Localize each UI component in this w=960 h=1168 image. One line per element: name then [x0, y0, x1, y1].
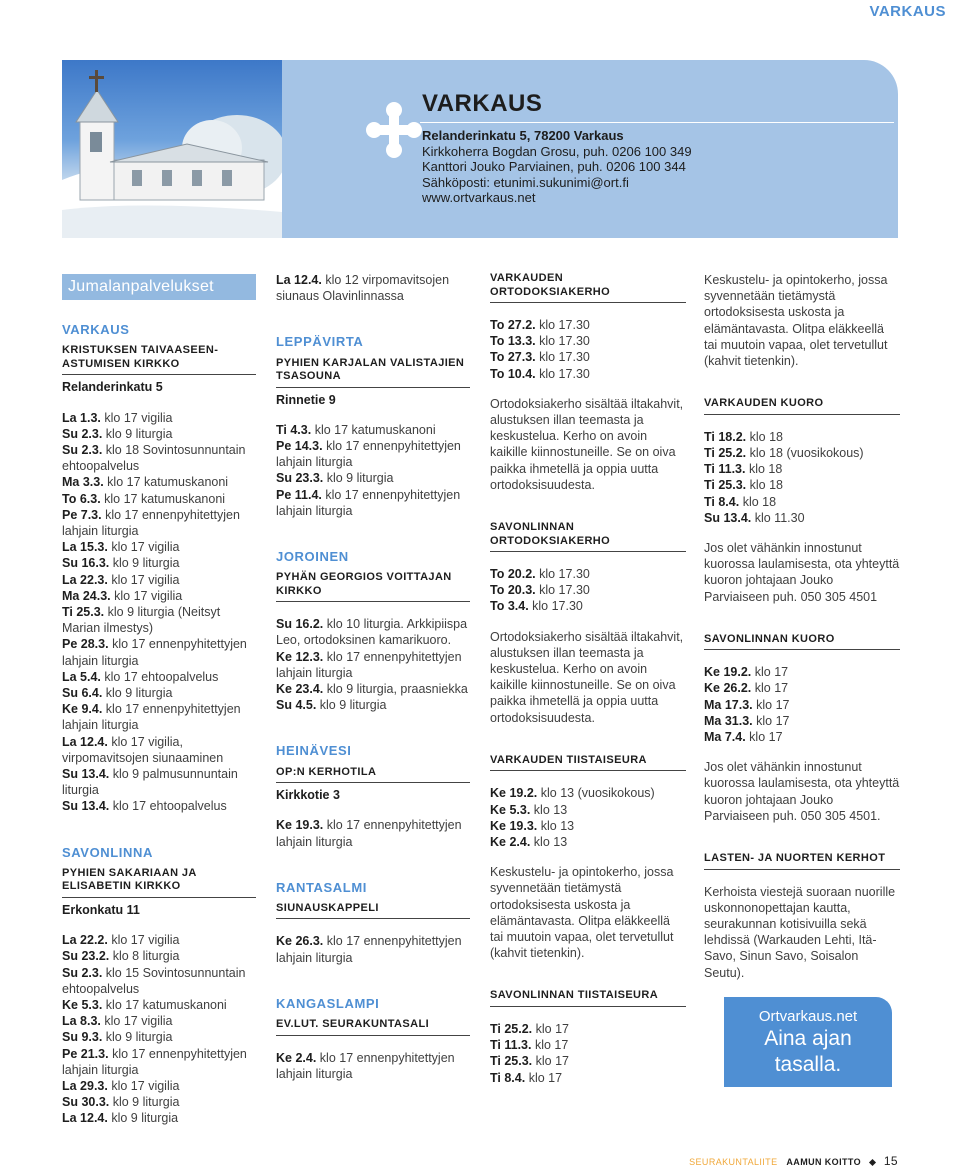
entry-text: klo 13 (vuosikokous)	[540, 786, 655, 801]
entry-date: Ma 31.3.	[704, 713, 753, 728]
entry-date: La 1.3.	[62, 410, 101, 425]
entry-text: klo 10 liturgia. Arkkipiispa Leo, ortodoksinen kamarikuoro.	[276, 617, 468, 648]
entry-text: klo 18 Sovintosunnuntain ehtoopalvelus	[62, 443, 246, 474]
entry-date: Ke 9.4.	[62, 702, 103, 717]
entry-date: Ma 3.3.	[62, 475, 104, 490]
schedule-entry	[62, 1078, 256, 1094]
entry-text: klo 17 katumuskanoni	[314, 422, 436, 437]
entry-date: Su 23.3.	[276, 471, 324, 486]
church-photo	[62, 60, 282, 238]
entry-date: Ti 8.4.	[704, 494, 740, 509]
entry-text: klo 17	[534, 1038, 569, 1053]
club-description: Keskustelu- ja opintokerho, jossa syvennetään tietämystä ortodoksisesta uskosta ja elämäntavasta. Olitpa eläkkeellä tai muutoin vapaa, olet tervetullut (kahvit tietenkin).	[704, 273, 888, 369]
entry-text: klo 17	[754, 681, 789, 696]
entry-text: klo 17 ennenpyhitettyjen lahjain liturgia	[276, 1050, 455, 1081]
email-info: Sähköposti: etunimi.sukunimi@ort.fi	[422, 174, 629, 190]
club-heading: VARKAUDEN ORTODOKSIAKERHO	[490, 272, 686, 303]
entry-text: klo 17 ennenpyhitettyjen lahjain liturgia	[276, 818, 462, 849]
promo-slogan-line-1: Aina ajan	[764, 1027, 852, 1050]
entry-text: klo 17 ennenpyhitettyjen lahjain liturgia	[62, 702, 241, 733]
schedule-entry	[490, 582, 686, 598]
service-list	[276, 1050, 470, 1082]
entry-date: La 29.3.	[62, 1078, 108, 1093]
schedule-entry	[62, 1110, 256, 1126]
entry-date: La 15.3.	[62, 540, 108, 555]
schedule-entry	[62, 539, 256, 555]
entry-text: klo 13	[533, 802, 568, 817]
column-1	[62, 272, 256, 1127]
schedule-entry	[62, 1046, 256, 1078]
club-description: Ortodoksiakerho sisältää iltakahvit, alustuksen illan teemasta ja keskustelua. Kerho on avoin kaikille kiinnostuneille. Se on oiva paikka ihmetellä ja oppia uutta ortodoksisuudesta.	[490, 396, 684, 492]
entry-text: klo 9 liturgia	[105, 426, 173, 441]
service-list	[276, 272, 470, 304]
entry-text: klo 17.30	[532, 599, 583, 614]
church-name: PYHIEN KARJALAN VALISTAJIEN TSASOUNA	[276, 357, 470, 388]
club-description: Kerhoista viestejä suoraan nuorille uskonnonopettajan kautta, seurakunnan kotisivuilla sekä lehdissä (Warkauden Lehti, Itä-Savo, Sinun Savo, Soisalon Seutu).	[704, 884, 896, 980]
church-name: PYHÄN GEORGIOS VOITTAJAN KIRKKO	[276, 571, 470, 602]
entry-date: Ke 2.4.	[490, 834, 531, 849]
entry-text: klo 18 (vuosikokous)	[749, 445, 864, 460]
entry-date: Su 4.5.	[276, 698, 317, 713]
entry-text: klo 17 ennenpyhitettyjen lahjain liturgia	[276, 934, 462, 965]
entry-text: klo 18	[749, 429, 784, 444]
schedule-entry	[62, 701, 256, 733]
town-heading: LEPPÄVIRTA	[276, 334, 364, 350]
club-description: Jos olet vähänkin innostunut kuorossa laulamisesta, ota yhteyttä kuoron johtajaan Jouko Parviaiseen puh. 050 305 4501.	[704, 760, 900, 823]
entry-date: Ke 19.2.	[704, 665, 752, 680]
schedule-entry	[704, 510, 900, 526]
entry-text: klo 9 liturgia	[112, 1095, 180, 1110]
entry-text: klo 13	[533, 834, 568, 849]
entry-date: To 10.4.	[490, 366, 536, 381]
entry-date: Pe 28.3.	[62, 637, 109, 652]
service-list	[62, 932, 256, 1126]
church-address: Erkonkatu 11	[62, 902, 140, 917]
entry-date: Su 9.3.	[62, 1030, 103, 1045]
church-address: Kirkkotie 3	[276, 788, 340, 803]
entry-date: La 12.4.	[62, 734, 108, 749]
schedule-entry	[276, 422, 470, 438]
club-heading: VARKAUDEN KUORO	[704, 397, 900, 415]
entry-text: klo 17 vigilia	[111, 1078, 180, 1093]
entry-date: To 20.2.	[490, 567, 536, 582]
entry-text: klo 17.30	[539, 334, 590, 349]
club-heading: LASTEN- JA NUORTEN KERHOT	[704, 852, 900, 870]
entry-date: To 20.3.	[490, 583, 536, 598]
entry-text: klo 17	[749, 730, 783, 745]
vicar-contact: Kirkkoherra Bogdan Grosu, puh. 0206 100 349	[422, 143, 692, 159]
schedule-entry	[704, 445, 900, 461]
entry-date: Ke 12.3.	[276, 649, 324, 664]
entry-text: klo 17 ennenpyhitettyjen lahjain liturgia	[62, 507, 240, 539]
entry-text: klo 17	[535, 1054, 570, 1069]
entry-text: klo 17 katumuskanoni	[107, 475, 229, 490]
entry-text: klo 17	[754, 665, 789, 680]
entry-date: Ti 25.3.	[490, 1054, 533, 1069]
entry-date: Ti 25.2.	[490, 1021, 533, 1036]
entry-text: klo 15 Sovintosunnuntain ehtoopalvelus	[62, 965, 246, 996]
church-name: OP:N KERHOTILA	[276, 766, 470, 784]
entry-text: klo 9 liturgia	[319, 698, 387, 713]
entry-date: La 12.4.	[62, 1111, 108, 1126]
footer-label: SEURAKUNTALIITE	[689, 1157, 778, 1167]
schedule-entry	[490, 1070, 686, 1086]
schedule-entry	[276, 438, 470, 470]
entry-text: klo 17	[756, 713, 790, 728]
entry-date: Ke 5.3.	[490, 802, 531, 817]
schedule-entry	[62, 442, 256, 474]
entry-date: Ke 19.2.	[490, 786, 538, 801]
entry-text: klo 9 liturgia, praasniekka	[326, 682, 468, 697]
entry-date: Su 2.3.	[62, 426, 103, 441]
entry-date: La 5.4.	[62, 669, 101, 684]
schedule-list	[704, 664, 900, 745]
entry-text: klo 9 liturgia (Neitsyt Marian ilmestys)	[62, 605, 221, 636]
entry-date: Ti 18.2.	[704, 429, 747, 444]
schedule-entry	[276, 697, 470, 713]
schedule-list	[490, 785, 686, 850]
column-3	[490, 272, 686, 1086]
entry-date: La 22.2.	[62, 933, 108, 948]
entry-text: klo 17.30	[539, 583, 590, 598]
entry-date: To 13.3.	[490, 334, 536, 349]
schedule-entry	[62, 685, 256, 701]
entry-date: Pe 7.3.	[62, 507, 102, 522]
entry-date: To 3.4.	[490, 599, 529, 614]
entry-text: klo 17.30	[539, 567, 590, 582]
entry-date: Ti 25.3.	[62, 605, 105, 620]
town-heading: HEINÄVESI	[276, 743, 352, 759]
entry-date: Ti 11.3.	[704, 462, 746, 477]
entry-date: Pe 11.4.	[276, 487, 322, 502]
website-link[interactable]: www.ortvarkaus.net	[422, 190, 536, 205]
schedule-entry	[490, 333, 686, 349]
schedule-entry	[62, 555, 256, 571]
schedule-entry	[62, 588, 256, 604]
schedule-entry	[490, 1053, 686, 1069]
schedule-entry	[62, 798, 256, 814]
service-list	[62, 410, 256, 815]
entry-date: Ti 25.3.	[704, 478, 747, 493]
entry-text: klo 17 vigilia	[111, 933, 180, 948]
church-name: PYHIEN SAKARIAAN JA ELISABETIN KIRKKO	[62, 867, 256, 898]
schedule-list	[490, 1021, 686, 1086]
entry-date: Ma 24.3.	[62, 588, 111, 603]
entry-date: Su 2.3.	[62, 965, 103, 980]
entry-text: klo 13	[540, 818, 575, 833]
entry-text: klo 17 vigilia	[104, 410, 173, 425]
column-2	[276, 272, 470, 1082]
entry-date: Su 13.4.	[704, 510, 752, 525]
schedule-entry	[62, 474, 256, 490]
entry-text: klo 9 palmusunnuntain liturgia	[62, 767, 238, 798]
church-illustration	[62, 60, 282, 238]
entry-text: klo 17 ennenpyhitettyjen lahjain liturgia	[276, 487, 461, 518]
entry-date: Su 2.3.	[62, 443, 103, 458]
entry-text: klo 17	[528, 1070, 563, 1085]
entry-text: klo 12 virpomavitsojen siunaus Olavinlinnassa	[276, 273, 450, 304]
entry-text: klo 17.30	[539, 350, 590, 365]
entry-date: Ti 11.3.	[490, 1038, 532, 1053]
service-list	[276, 817, 470, 849]
schedule-entry	[62, 491, 256, 507]
schedule-entry	[62, 734, 256, 766]
schedule-entry	[704, 680, 900, 696]
entry-text: klo 17 ennenpyhitettyjen lahjain liturgia	[62, 637, 247, 668]
service-list	[276, 616, 470, 713]
banner-title: VARKAUS	[422, 90, 543, 117]
entry-text: klo 17 vigilia	[111, 572, 180, 587]
entry-date: Ke 19.3.	[490, 818, 538, 833]
entry-text: klo 17 katumuskanoni	[105, 997, 227, 1012]
parish-address: Relanderinkatu 5, 78200 Varkaus	[422, 128, 624, 143]
schedule-entry	[62, 1013, 256, 1029]
schedule-entry	[62, 1094, 256, 1110]
entry-text: klo 17 ennenpyhitettyjen lahjain liturgia	[62, 1046, 247, 1077]
schedule-entry	[276, 681, 470, 697]
club-heading: SAVONLINNAN KUORO	[704, 633, 900, 651]
schedule-entry	[62, 965, 256, 997]
schedule-entry	[704, 697, 900, 713]
schedule-entry	[62, 410, 256, 426]
entry-date: Ke 19.3.	[276, 818, 324, 833]
promo-slogan-line-2: tasalla.	[774, 1053, 842, 1076]
entry-text: klo 18	[749, 478, 784, 493]
schedule-entry	[704, 664, 900, 680]
town-heading: KANGASLAMPI	[276, 995, 380, 1011]
schedule-list	[704, 429, 900, 526]
page-number: 15	[883, 1154, 898, 1168]
schedule-entry	[62, 604, 256, 636]
entry-text: klo 17 katumuskanoni	[104, 491, 226, 506]
entry-date: Ke 26.2.	[704, 681, 752, 696]
entry-date: Pe 14.3.	[276, 439, 323, 454]
club-heading: SAVONLINNAN ORTODOKSIAKERHO	[490, 521, 686, 552]
schedule-entry	[62, 997, 256, 1013]
schedule-entry	[62, 948, 256, 964]
church-name: EV.LUT. SEURAKUNTASALI	[276, 1018, 470, 1036]
town-heading: RANTASALMI	[276, 879, 367, 895]
club-description: Jos olet vähänkin innostunut kuorossa laulamisesta, ota yhteyttä kuoron johtajaan Jouko Parviaiseen puh. 050 305 4501	[704, 540, 900, 604]
church-name: SIUNAUSKAPPELI	[276, 902, 470, 920]
schedule-entry	[62, 426, 256, 442]
entry-text: klo 17 ehtoopalvelus	[104, 669, 219, 684]
entry-text: klo 17 vigilia	[114, 588, 183, 603]
entry-date: To 6.3.	[62, 491, 101, 506]
page-footer	[689, 1154, 898, 1168]
column-4	[704, 272, 900, 1087]
schedule-entry	[276, 616, 470, 648]
entry-date: Su 23.2.	[62, 949, 110, 964]
church-address: Rinnetie 9	[276, 392, 336, 407]
entry-text: klo 8 liturgia	[112, 949, 180, 964]
club-description: Keskustelu- ja opintokerho, jossa syvennetään tietämystä ortodoksisesta uskosta ja elämäntavasta. Olitpa eläkkeellä tai muutoin vapaa, olet tervetullut (kahvit tietenkin).	[490, 865, 674, 961]
schedule-entry	[704, 429, 900, 445]
entry-text: klo 9 liturgia	[105, 686, 173, 701]
schedule-entry	[62, 572, 256, 588]
cantor-contact: Kanttori Jouko Parviainen, puh. 0206 100 344	[422, 159, 686, 174]
town-heading: SAVONLINNA	[62, 844, 153, 860]
orthodox-cross-icon	[364, 100, 424, 160]
entry-text: klo 17 vigilia	[111, 540, 180, 555]
schedule-entry	[490, 785, 686, 801]
schedule-entry	[490, 598, 686, 614]
contact-info	[422, 128, 692, 206]
footer-brand: AAMUN KOITTO	[786, 1157, 862, 1167]
entry-date: Ti 25.2.	[704, 445, 747, 460]
promo-site: Ortvarkaus.net	[758, 1007, 858, 1025]
service-list	[276, 933, 470, 965]
schedule-entry	[276, 272, 470, 304]
entry-date: To 27.3.	[490, 350, 536, 365]
section-heading: Jumalanpalvelukset	[62, 274, 256, 300]
schedule-entry	[704, 729, 900, 745]
entry-date: Ke 5.3.	[62, 997, 103, 1012]
entry-date: La 12.4.	[276, 273, 322, 287]
schedule-entry	[490, 317, 686, 333]
schedule-entry	[490, 834, 686, 850]
diamond-icon	[869, 1159, 876, 1166]
entry-date: Ke 26.3.	[276, 934, 324, 949]
schedule-entry	[276, 649, 470, 681]
running-header: VARKAUS	[869, 3, 946, 20]
entry-text: klo 17.30	[539, 318, 590, 332]
service-list	[276, 422, 470, 519]
entry-date: Su 13.4.	[62, 799, 110, 814]
schedule-entry	[490, 802, 686, 818]
schedule-entry	[490, 818, 686, 834]
schedule-entry	[490, 366, 686, 382]
schedule-entry	[704, 713, 900, 729]
entry-date: Pe 21.3.	[62, 1046, 109, 1061]
entry-text: klo 17.30	[539, 366, 590, 381]
entry-text: klo 17	[535, 1021, 570, 1036]
parish-banner	[62, 60, 898, 238]
entry-date: Ma 17.3.	[704, 697, 753, 712]
entry-date: Su 16.3.	[62, 556, 110, 571]
entry-text: klo 17 ennenpyhitettyjen lahjain liturgia	[276, 439, 461, 470]
schedule-entry	[276, 470, 470, 486]
entry-text: klo 17 ennenpyhitettyjen lahjain liturgia	[276, 649, 462, 680]
entry-date: To 27.2.	[490, 318, 536, 332]
entry-text: klo 18	[748, 462, 783, 477]
entry-date: La 8.3.	[62, 1014, 101, 1029]
entry-date: Su 6.4.	[62, 686, 103, 701]
schedule-entry	[276, 487, 470, 519]
website-promo[interactable]	[724, 997, 892, 1087]
entry-text: klo 17 vigilia, virpomavitsojen siunaaminen	[62, 734, 224, 765]
entry-date: Ke 23.4.	[276, 682, 324, 697]
schedule-entry	[62, 669, 256, 685]
schedule-entry	[704, 461, 900, 477]
schedule-entry	[490, 566, 686, 582]
entry-text: klo 17 vigilia	[104, 1014, 173, 1029]
town-heading: JOROINEN	[276, 549, 349, 565]
schedule-entry	[276, 817, 470, 849]
entry-text: klo 17	[756, 697, 790, 712]
church-name: KRISTUKSEN TAIVAASEEN-ASTUMISEN KIRKKO	[62, 344, 256, 375]
entry-text: klo 18	[742, 494, 777, 509]
club-heading: SAVONLINNAN TIISTAISEURA	[490, 989, 686, 1007]
town-heading: VARKAUS	[62, 322, 130, 338]
schedule-list	[490, 566, 686, 615]
entry-date: Su 16.2.	[276, 617, 324, 632]
schedule-entry	[276, 1050, 470, 1082]
schedule-entry	[490, 1021, 686, 1037]
schedule-entry	[276, 933, 470, 965]
entry-text: klo 9 liturgia	[112, 556, 180, 571]
entry-date: Ti 4.3.	[276, 422, 312, 437]
entry-text: klo 17 ehtoopalvelus	[112, 799, 227, 814]
schedule-entry	[704, 477, 900, 493]
entry-date: Ke 2.4.	[276, 1050, 317, 1065]
club-heading: VARKAUDEN TIISTAISEURA	[490, 754, 686, 772]
entry-date: Su 30.3.	[62, 1095, 110, 1110]
schedule-entry	[62, 766, 256, 798]
schedule-entry	[62, 636, 256, 668]
schedule-entry	[62, 507, 256, 539]
schedule-entry	[704, 494, 900, 510]
schedule-entry	[490, 1037, 686, 1053]
entry-text: klo 9 liturgia	[111, 1111, 179, 1126]
schedule-entry	[62, 1029, 256, 1045]
church-address: Relanderinkatu 5	[62, 380, 163, 395]
club-description: Ortodoksiakerho sisältää iltakahvit, alustuksen illan teemasta ja keskustelua. Kerho on avoin kaikille kiinnostuneille. Se on oiva paikka ihmetellä ja oppia uutta ortodoksisuudesta.	[490, 629, 684, 725]
entry-date: Su 13.4.	[62, 767, 110, 782]
entry-text: klo 9 liturgia	[105, 1030, 173, 1045]
entry-text: klo 11.30	[754, 510, 805, 525]
schedule-entry	[490, 349, 686, 365]
schedule-entry	[62, 932, 256, 948]
entry-date: La 22.3.	[62, 572, 108, 587]
schedule-list	[490, 317, 686, 382]
entry-date: Ma 7.4.	[704, 730, 746, 745]
entry-text: klo 9 liturgia	[326, 471, 394, 486]
banner-divider	[420, 122, 894, 123]
entry-date: Ti 8.4.	[490, 1070, 526, 1085]
